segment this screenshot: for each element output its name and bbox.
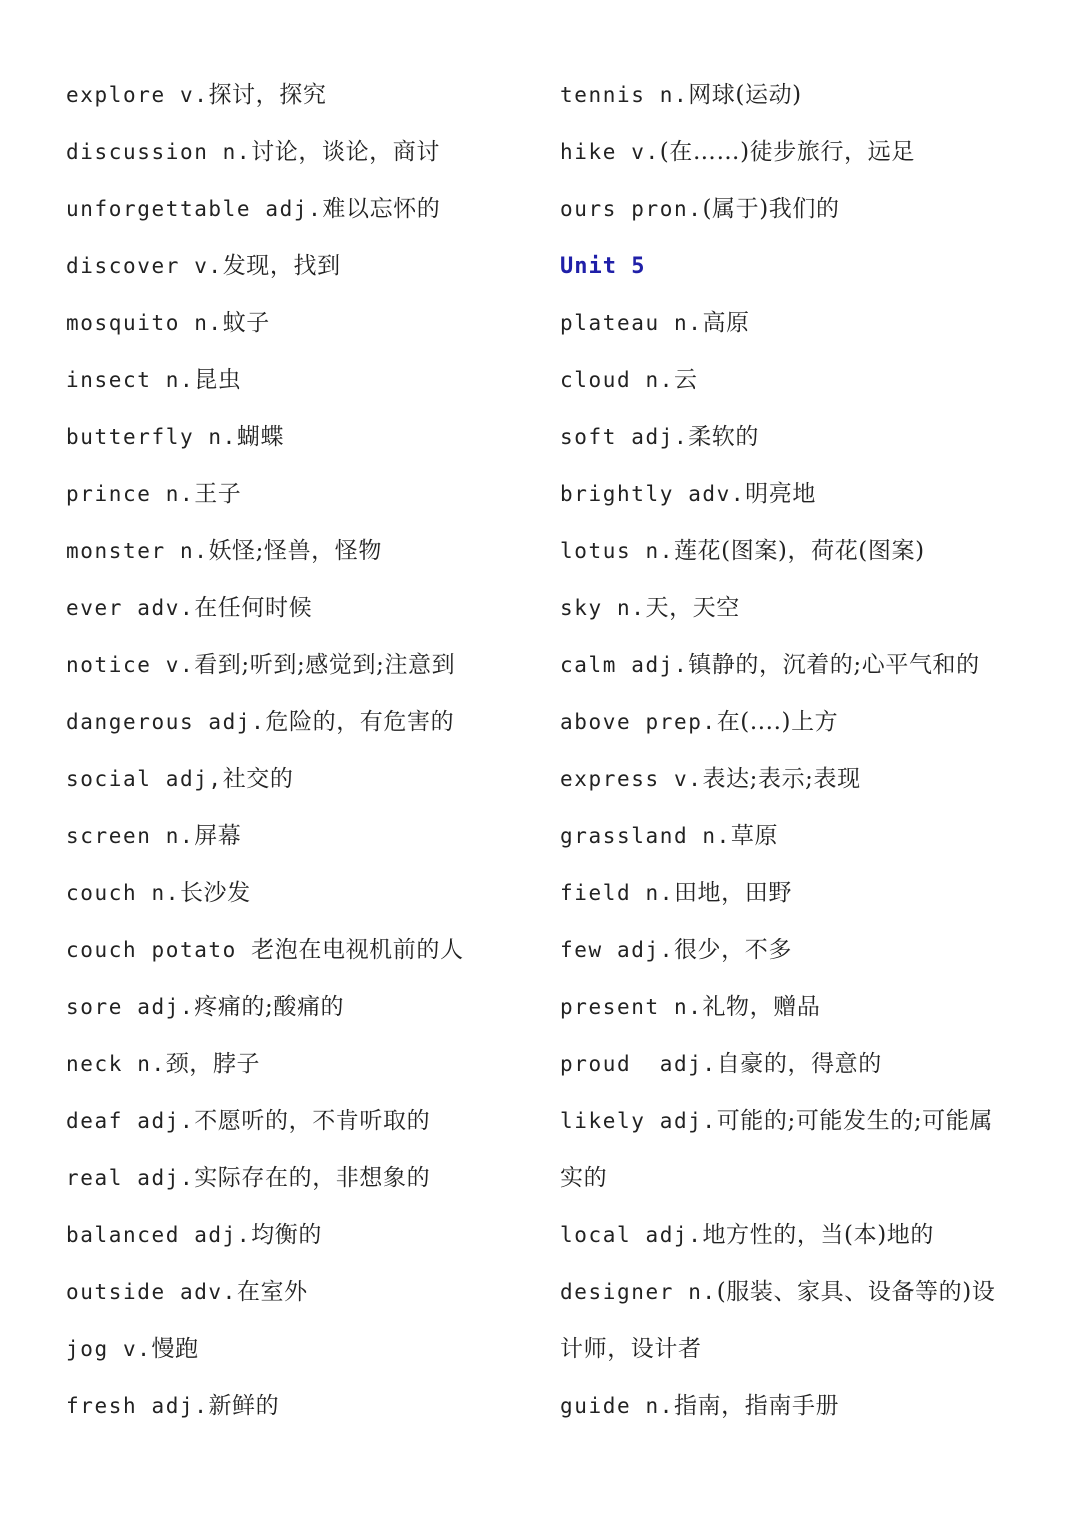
vocabulary-entry <box>66 1097 546 1154</box>
entry-definition: 地方性的，当(本)地的 <box>702 1222 934 1248</box>
unit-heading <box>560 242 1040 299</box>
vocabulary-entry <box>560 698 1040 755</box>
vocabulary-entry <box>560 185 1040 242</box>
vocabulary-entry <box>560 413 1040 470</box>
entry-definition: (在……)徒步旅行，远足 <box>659 139 915 165</box>
entry-word: deaf adj. <box>66 1109 195 1133</box>
entry-word: couch n. <box>66 881 180 905</box>
entry-word: sore adj. <box>66 995 195 1019</box>
vocabulary-entry <box>66 1268 546 1325</box>
entry-definition: 讨论，谈论，商讨 <box>251 139 440 165</box>
entry-word: hike v. <box>560 140 660 164</box>
entry-definition: 探讨，探究 <box>208 82 327 108</box>
vocabulary-entry <box>66 527 546 584</box>
entry-word: ours pron. <box>560 197 703 221</box>
vocabulary-entry <box>560 470 1040 527</box>
entry-word: field n. <box>560 881 674 905</box>
vocabulary-column-right <box>560 71 1040 1439</box>
entry-definition: 新鲜的 <box>208 1393 280 1419</box>
vocabulary-entry <box>66 926 546 983</box>
entry-definition: 高原 <box>702 310 750 336</box>
entry-word: lotus n. <box>560 539 674 563</box>
entry-definition: 天，天空 <box>645 595 740 621</box>
vocabulary-entry <box>66 983 546 1040</box>
vocabulary-entry <box>560 1211 1040 1268</box>
entry-word: insect n. <box>66 368 195 392</box>
vocabulary-entry <box>66 584 546 641</box>
entry-definition: (属于)我们的 <box>702 196 840 222</box>
vocabulary-entry <box>560 1154 1040 1211</box>
entry-definition: 柔软的 <box>688 424 760 450</box>
entry-word: explore v. <box>66 83 209 107</box>
entry-word: outside adv. <box>66 1280 237 1304</box>
entry-word: butterfly n. <box>66 425 237 449</box>
vocabulary-entry <box>66 470 546 527</box>
vocabulary-entry <box>560 1382 1040 1439</box>
entry-word: jog v. <box>66 1337 152 1361</box>
entry-definition: 蚊子 <box>222 310 270 336</box>
vocabulary-entry <box>560 869 1040 926</box>
vocabulary-entry <box>66 1211 546 1268</box>
vocabulary-entry <box>66 1154 546 1211</box>
vocabulary-entry <box>560 926 1040 983</box>
vocabulary-entry <box>560 1268 1040 1325</box>
entry-word: neck n. <box>66 1052 166 1076</box>
entry-word: discussion n. <box>66 140 252 164</box>
entry-definition: 蝴蝶 <box>236 424 285 450</box>
vocabulary-entry <box>66 242 546 299</box>
entry-definition: 在(....)上方 <box>716 709 839 735</box>
vocabulary-column-left <box>66 71 546 1439</box>
entry-word: plateau n. <box>560 311 703 335</box>
entry-definition: 看到;听到;感觉到;注意到 <box>194 652 456 678</box>
entry-word: couch potato <box>66 938 252 962</box>
entry-word: few adj. <box>560 938 674 962</box>
entry-definition: 计师，设计者 <box>560 1336 702 1362</box>
entry-word: ever adv. <box>66 596 195 620</box>
entry-definition: 礼物，赠品 <box>702 994 821 1020</box>
vocabulary-entry <box>560 584 1040 641</box>
entry-definition: 颈，脖子 <box>165 1051 261 1077</box>
vocabulary-entry <box>66 128 546 185</box>
entry-definition: (服装、家具、设备等的)设 <box>716 1279 996 1305</box>
entry-word: local adj. <box>560 1223 703 1247</box>
vocabulary-entry <box>66 812 546 869</box>
vocabulary-entry <box>66 698 546 755</box>
entry-word: prince n. <box>66 482 195 506</box>
entry-definition: 网球(运动) <box>688 82 802 108</box>
entry-definition: 实际存在的，非想象的 <box>194 1165 431 1191</box>
entry-word: dangerous adj. <box>66 710 266 734</box>
vocabulary-entry <box>66 1040 546 1097</box>
entry-definition: 镇静的，沉着的;心平气和的 <box>688 652 980 678</box>
entry-definition: 王子 <box>194 481 242 507</box>
entry-word: social adj, <box>66 767 223 791</box>
entry-word: designer n. <box>560 1280 717 1304</box>
vocabulary-entry <box>560 755 1040 812</box>
entry-definition: 云 <box>673 367 698 393</box>
entry-definition: 在任何时候 <box>194 595 313 621</box>
vocabulary-entry <box>66 1325 546 1382</box>
entry-definition: 表达;表示;表现 <box>702 766 861 792</box>
vocabulary-entry <box>560 1097 1040 1154</box>
entry-word: screen n. <box>66 824 195 848</box>
entry-definition: 草原 <box>730 823 779 849</box>
entry-definition: 屏幕 <box>194 823 242 849</box>
entry-definition: 发现，找到 <box>222 253 341 279</box>
vocabulary-entry <box>66 356 546 413</box>
vocabulary-entry <box>560 128 1040 185</box>
vocabulary-entry <box>560 1040 1040 1097</box>
entry-word: above prep. <box>560 710 717 734</box>
entry-word: balanced adj. <box>66 1223 252 1247</box>
entry-definition: 昆虫 <box>194 367 242 393</box>
entry-word: mosquito n. <box>66 311 223 335</box>
entry-definition: 很少，不多 <box>673 937 792 963</box>
entry-word: monster n. <box>66 539 209 563</box>
entry-definition: 莲花(图案)，荷花(图案) <box>673 538 925 564</box>
entry-word: present n. <box>560 995 703 1019</box>
vocabulary-entry <box>560 356 1040 413</box>
entry-word: unforgettable adj. <box>66 197 323 221</box>
entry-word: sky n. <box>560 596 646 620</box>
entry-word: tennis n. <box>560 83 689 107</box>
entry-definition: 自豪的，得意的 <box>716 1051 882 1077</box>
vocabulary-entry <box>66 185 546 242</box>
entry-definition: 不愿听的，不肯听取的 <box>194 1108 431 1134</box>
vocabulary-entry <box>560 641 1040 698</box>
entry-definition: 难以忘怀的 <box>322 196 441 222</box>
entry-definition: 田地，田野 <box>673 880 792 906</box>
vocabulary-entry <box>66 299 546 356</box>
entry-definition: 实的 <box>560 1165 608 1191</box>
entry-definition: 慢跑 <box>151 1336 199 1362</box>
entry-definition: 疼痛的;酸痛的 <box>194 994 345 1020</box>
entry-definition: 危险的，有危害的 <box>265 709 455 735</box>
entry-word: calm adj. <box>560 653 689 677</box>
vocabulary-entry <box>66 71 546 128</box>
entry-word: grassland n. <box>560 824 731 848</box>
vocabulary-entry <box>66 869 546 926</box>
vocabulary-entry <box>560 299 1040 356</box>
vocabulary-entry <box>560 527 1040 584</box>
entry-word: express v. <box>560 767 703 791</box>
entry-word: real adj. <box>66 1166 195 1190</box>
vocabulary-entry <box>66 413 546 470</box>
entry-definition: 指南，指南手册 <box>673 1393 840 1419</box>
entry-word: likely adj. <box>560 1109 717 1133</box>
entry-definition: 在室外 <box>236 1279 308 1305</box>
entry-definition: 老泡在电视机前的人 <box>251 937 464 963</box>
entry-definition: 妖怪;怪兽，怪物 <box>208 538 382 564</box>
vocabulary-entry <box>66 755 546 812</box>
vocabulary-entry <box>560 1325 1040 1382</box>
entry-definition: 可能的;可能发生的;可能属 <box>716 1108 993 1134</box>
entry-word: proud adj. <box>560 1052 717 1076</box>
vocabulary-entry <box>66 641 546 698</box>
unit-heading-text: Unit 5 <box>560 254 646 279</box>
entry-definition: 明亮地 <box>745 481 816 507</box>
vocabulary-entry <box>560 71 1040 128</box>
entry-word: notice v. <box>66 653 195 677</box>
entry-definition: 均衡的 <box>251 1222 322 1248</box>
entry-definition: 长沙发 <box>179 880 251 906</box>
vocabulary-entry <box>560 812 1040 869</box>
entry-word: guide n. <box>560 1394 674 1418</box>
vocabulary-entry <box>560 983 1040 1040</box>
entry-word: brightly adv. <box>560 482 746 506</box>
entry-word: cloud n. <box>560 368 674 392</box>
entry-word: discover v. <box>66 254 223 278</box>
vocabulary-entry <box>66 1382 546 1439</box>
entry-word: fresh adj. <box>66 1394 209 1418</box>
entry-word: soft adj. <box>560 425 689 449</box>
entry-definition: 社交的 <box>222 766 294 792</box>
